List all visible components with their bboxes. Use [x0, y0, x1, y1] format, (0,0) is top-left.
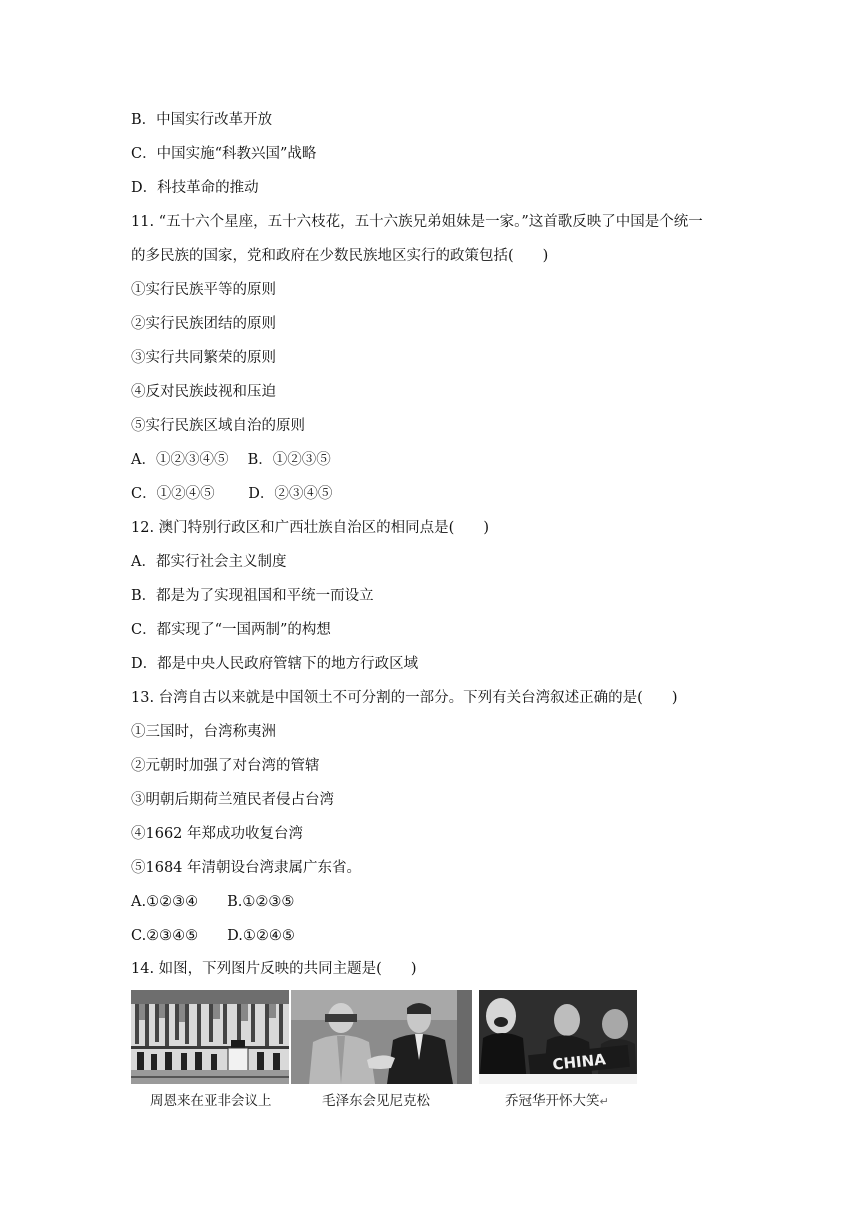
q12-option-b: B．都是为了实现祖国和平统一而设立: [131, 588, 374, 604]
q11-item-2: ②实行民族团结的原则: [131, 316, 276, 332]
option-d: D．科技革命的推动: [131, 180, 259, 196]
china-sign-text: CHINA: [551, 1050, 607, 1074]
q12-option-a: A．都实行社会主义制度: [131, 554, 287, 570]
question-13-stem: 13. 台湾自古以来就是中国领土不可分割的一部分。下列有关台湾叙述正确的是( ): [131, 690, 678, 706]
photo-qiao-guanhua: [479, 990, 637, 1084]
q13-item-2: ②元朝时加强了对台湾的管辖: [131, 758, 320, 774]
question-14-stem: 14. 如图，下列图片反映的共同主题是( ): [131, 961, 417, 977]
option-b: B．中国实行改革开放: [131, 112, 273, 128]
q11-options-cd: C．①②④⑤ D．②③④⑤: [131, 486, 333, 502]
photo-mao-nixon-image: [291, 990, 472, 1084]
q13-item-3: ③明朝后期荷兰殖民者侵占台湾: [131, 792, 334, 808]
caption-mao-nixon: 毛泽东会见尼克松: [322, 1093, 430, 1109]
question-11-stem-cont: 的多民族的国家，党和政府在少数民族地区实行的政策包括( ): [131, 248, 549, 264]
q13-options-ab: A.①②③④ B.①②③⑤: [131, 894, 295, 910]
return-mark-icon: ↵: [599, 1095, 609, 1108]
q11-item-5: ⑤实行民族区域自治的原则: [131, 418, 305, 434]
photo-mao-nixon: [291, 990, 472, 1084]
q13-item-5: ⑤1684 年清朝设台湾隶属广东省。: [131, 860, 362, 876]
option-c: C．中国实施“科教兴国”战略: [131, 146, 317, 162]
caption-qiao-text: 乔冠华开怀大笑: [505, 1093, 600, 1109]
q13-options-cd: C.②③④⑤ D.①②④⑤: [131, 928, 295, 944]
caption-qiao-guanhua: [505, 1089, 609, 1109]
photo-zhou-enlai-image: [131, 990, 289, 1084]
q11-item-1: ①实行民族平等的原则: [131, 282, 276, 298]
q11-item-3: ③实行共同繁荣的原则: [131, 350, 276, 366]
photo-qiao-guanhua-image: [479, 990, 637, 1084]
photo-zhou-enlai-bandung: [131, 990, 289, 1084]
q13-item-4: ④1662 年郑成功收复台湾: [131, 826, 304, 842]
q13-item-1: ①三国时，台湾称夷洲: [131, 724, 276, 740]
question-11-stem: 11. “五十六个星座，五十六枝花，五十六族兄弟姐妹是一家。”这首歌反映了中国是个统一: [131, 214, 703, 230]
q11-options-ab: A．①②③④⑤ B．①②③⑤: [131, 452, 331, 468]
q11-item-4: ④反对民族歧视和压迫: [131, 384, 276, 400]
q12-option-c: C．都实现了“一国两制”的构想: [131, 622, 331, 638]
q12-option-d: D．都是中央人民政府管辖下的地方行政区域: [131, 656, 419, 672]
caption-zhou-enlai: 周恩来在亚非会议上: [150, 1093, 272, 1109]
question-12-stem: 12. 澳门特别行政区和广西壮族自治区的相同点是( ): [131, 520, 489, 536]
